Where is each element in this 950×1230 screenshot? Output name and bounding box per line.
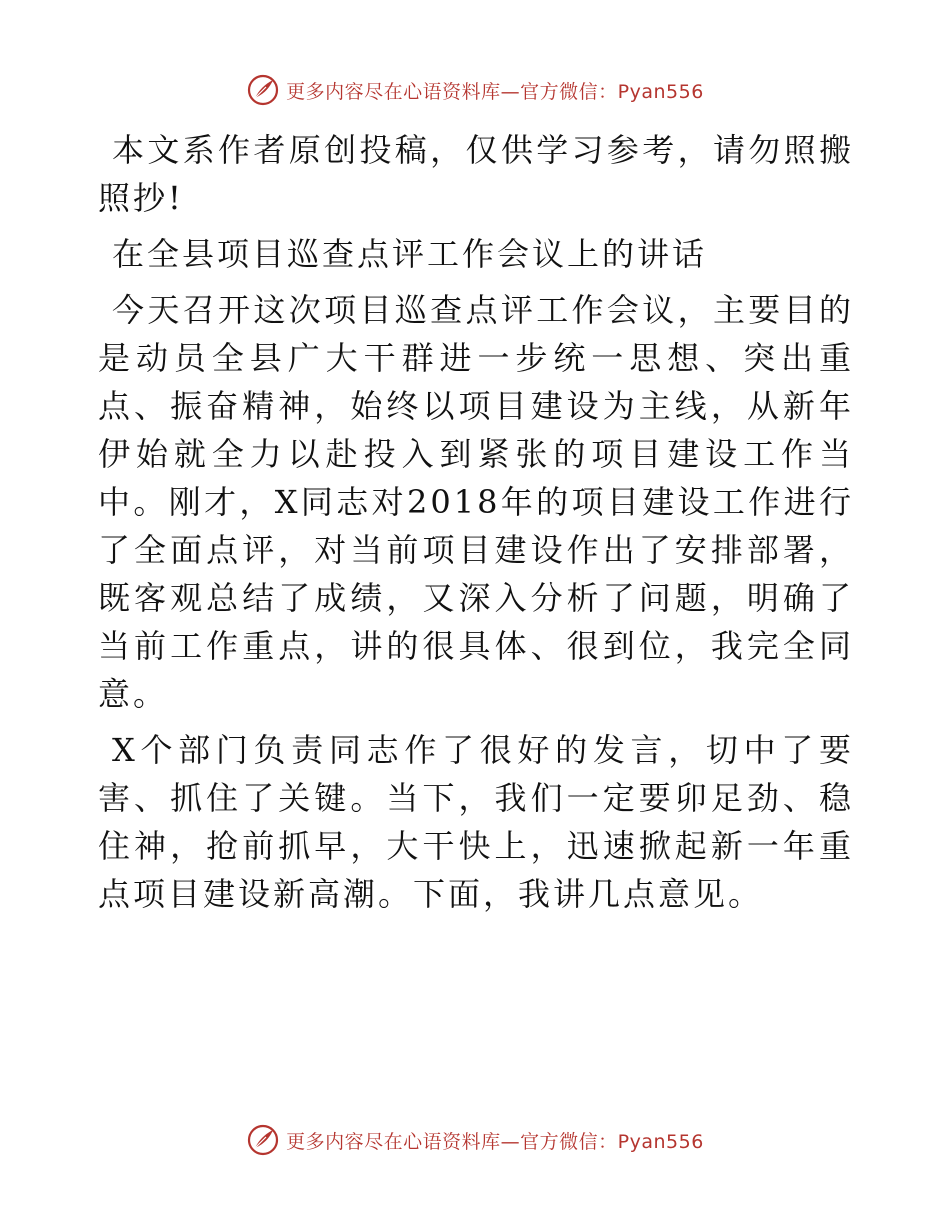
header-banner	[0, 70, 950, 110]
body-paragraph: 今天召开这次项目巡查点评工作会议，主要目的是动员全县广大干群进一步统一思想、突出重点、振奋精神，始终以项目建设为主线，从新年伊始就全力以赴投入到紧张的项目建设工作当中。刚才，X同志对2018年的项目建设工作进行了全面点评，对当前项目建设作出了安排部署，既客观总结了成绩，又深入分析了问题，明确了当前工作重点，讲的很具体、很到位，我完全同意。	[98, 291, 854, 713]
document-body	[98, 126, 854, 926]
feather-pen-logo-icon	[246, 1123, 280, 1157]
banner-text: 更多内容尽在心语资料库—官方微信：Pyan556	[286, 1130, 704, 1153]
banner-text: 更多内容尽在心语资料库—官方微信：Pyan556	[286, 80, 704, 103]
body-paragraph: X个部门负责同志作了很好的发言，切中了要害、抓住了关键。当下，我们一定要卯足劲、稳住神，抢前抓早，大干快上，迅速掀起新一年重点项目建设新高潮。下面，我讲几点意见。	[98, 731, 854, 913]
copyright-notice: 本文系作者原创投稿，仅供学习参考，请勿照搬照抄!	[98, 131, 854, 217]
feather-pen-logo-icon	[246, 73, 280, 107]
speech-title: 在全县项目巡查点评工作会议上的讲话	[112, 235, 708, 273]
footer-banner	[0, 1120, 950, 1160]
